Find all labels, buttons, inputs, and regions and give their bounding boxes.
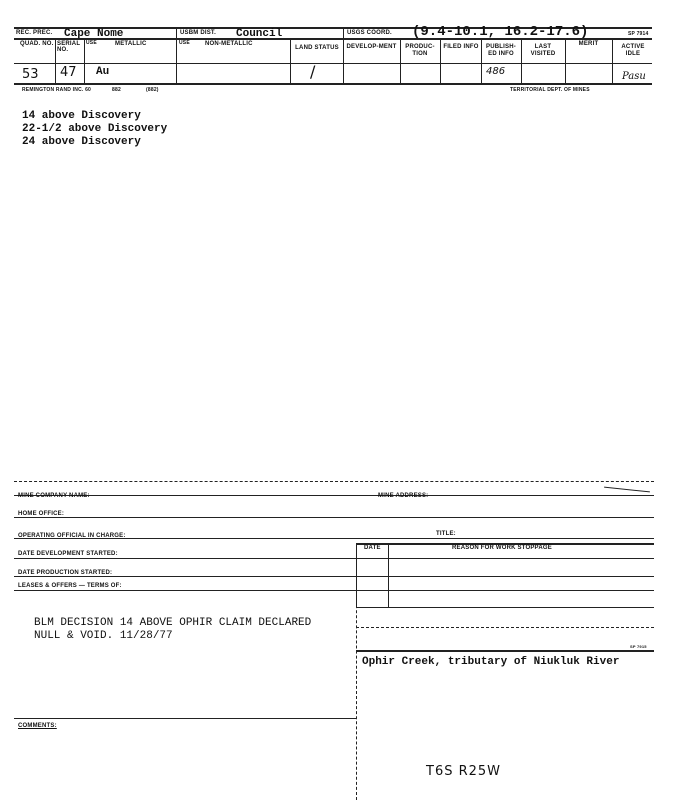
rec-prec-label: REC. PREC. xyxy=(16,30,53,36)
date-development-label: DATE DEVELOPMENT STARTED: xyxy=(18,551,118,557)
divider xyxy=(343,27,344,83)
col-merit: MERIT xyxy=(578,41,599,47)
col-metallic: METALLIC xyxy=(115,41,147,47)
rule xyxy=(14,517,654,518)
rule xyxy=(14,718,356,719)
rec-prec-value: Cape Nome xyxy=(64,28,124,40)
col-production: PRODUC-TION xyxy=(405,44,435,57)
usbm-dist-label: USBM DIST. xyxy=(180,30,217,36)
claim-line: 24 above Discovery xyxy=(22,136,141,148)
claim-line: 14 above Discovery xyxy=(22,110,141,122)
leases-label: LEASES & OFFERS — TERMS OF: xyxy=(18,583,122,589)
rule xyxy=(14,590,654,591)
home-office-label: HOME OFFICE: xyxy=(18,511,65,517)
divider xyxy=(612,38,613,83)
printer-code-2: (882) xyxy=(146,87,159,93)
divider xyxy=(400,38,401,83)
rule xyxy=(356,650,654,652)
rule xyxy=(14,495,654,496)
rule xyxy=(356,607,654,608)
col-use-nonmetallic: USE xyxy=(179,40,190,46)
blm-decision-line2: NULL & VOID. 11/28/77 xyxy=(34,630,173,642)
title-label: TITLE: xyxy=(436,531,456,537)
usgs-coord-value: (9.4-10.1, 16.2-17.6) xyxy=(412,24,589,40)
comments-label: COMMENTS: xyxy=(18,723,57,729)
printer-code: 882 xyxy=(112,87,121,93)
col-serial-no: SERIAL NO. xyxy=(57,41,81,53)
rule xyxy=(14,481,654,482)
rule xyxy=(356,627,654,628)
divider xyxy=(356,590,357,800)
location-note: Ophir Creek, tributary of Niukluk River xyxy=(362,656,620,668)
mine-address-label: MINE ADDRESS: xyxy=(378,493,429,499)
col-nonmetallic: NON-METALLIC xyxy=(205,41,253,47)
col-development: DEVELOP-MENT xyxy=(346,44,397,50)
operating-official-label: OPERATING OFFICIAL IN CHARGE: xyxy=(18,533,126,539)
divider xyxy=(176,27,177,83)
rule xyxy=(14,558,654,559)
date-label: DATE xyxy=(364,545,381,551)
land-status-value: / xyxy=(310,62,316,81)
form-number: SP 7914 xyxy=(628,31,649,37)
active-idle-value: Pasu xyxy=(622,71,646,82)
col-filed-info: FILED INFO xyxy=(443,44,479,50)
claim-line: 22-1/2 above Discovery xyxy=(22,123,168,135)
rule xyxy=(14,576,654,577)
divider xyxy=(440,38,441,83)
township-note: T6S R25W xyxy=(426,764,502,779)
col-last-visited: LAST VISITED xyxy=(530,44,556,57)
divider xyxy=(290,38,291,83)
quad-value: 53 xyxy=(22,67,39,82)
divider xyxy=(84,38,85,83)
col-active-idle: ACTIVE IDLE xyxy=(621,44,645,57)
mine-company-label: MINE COMPANY NAME: xyxy=(18,493,90,499)
usgs-coord-label: USGS COORD. xyxy=(347,30,392,36)
blm-decision-line1: BLM DECISION 14 ABOVE OPHIR CLAIM DECLARED xyxy=(34,617,312,629)
col-use-metallic: USE xyxy=(86,40,97,46)
divider xyxy=(388,543,389,607)
header-bottom-rule xyxy=(14,83,652,85)
reason-stoppage-label: REASON FOR WORK STOPPAGE xyxy=(452,545,552,551)
rule-mark xyxy=(604,487,650,493)
divider xyxy=(55,38,56,83)
metallic-value: Au xyxy=(96,66,110,78)
col-land-status: LAND STATUS xyxy=(295,45,339,51)
dept-imprint: TERRITORIAL DEPT. OF MINES xyxy=(510,87,590,93)
published-info-value: 486 xyxy=(486,66,506,77)
serial-value: 47 xyxy=(60,65,77,80)
header-subhead-rule xyxy=(14,63,652,64)
divider xyxy=(565,38,566,83)
date-production-label: DATE PRODUCTION STARTED: xyxy=(18,570,113,576)
col-published-info: PUBLISH-ED INFO xyxy=(486,44,516,57)
usbm-dist-value: Council xyxy=(236,28,283,40)
divider xyxy=(521,38,522,83)
col-quad-no: QUAD. NO. xyxy=(20,41,54,47)
divider xyxy=(481,38,482,83)
form-number-2: SP 7915 xyxy=(630,644,647,649)
printer-imprint: REMINGTON RAND INC. 60 xyxy=(22,87,92,93)
